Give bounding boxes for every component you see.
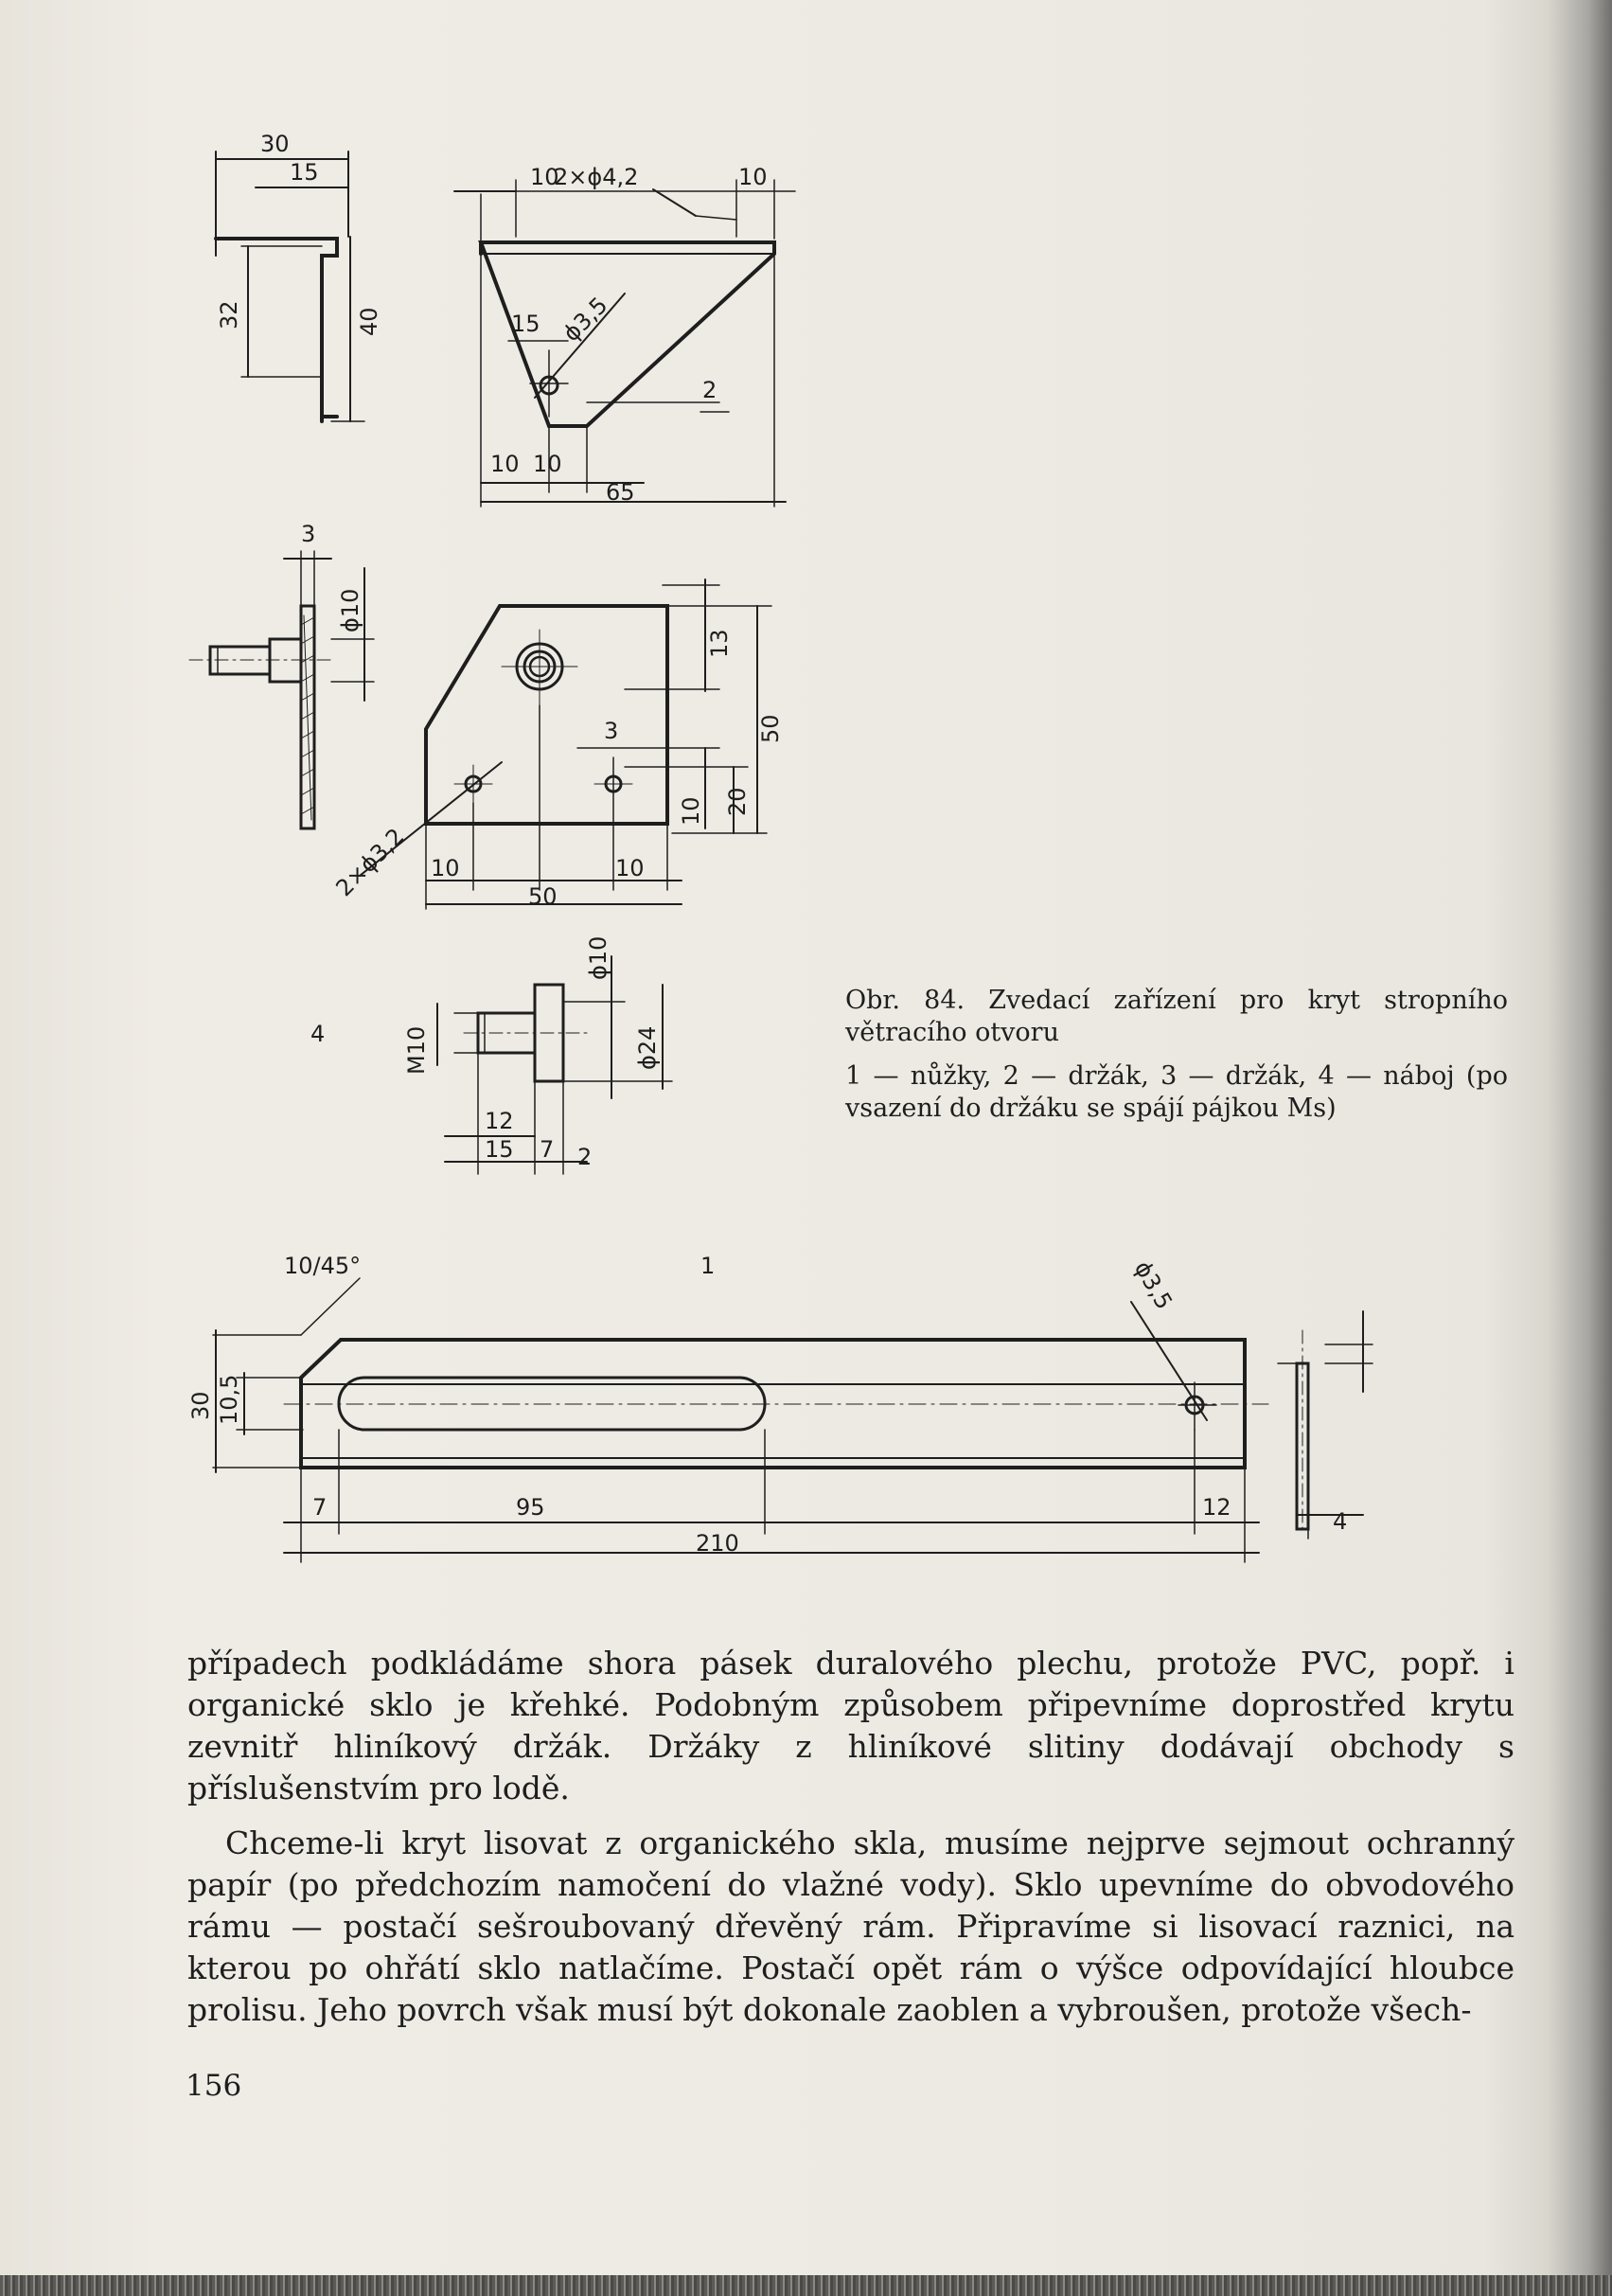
- paragraph-2: Chceme-li kryt lisovat z organického skla, musíme nejprve sejmout ochranný papír (po předchozím namočení do vlažné vody). Sklo upevníme do obvodového rámu — postačí sešroubovaný dřevěný rám. Připravíme si lisovací raznici, na kterou po ohřátí sklo natlačíme. Postačí opět rám o výšce odpovídající hloubce prolisu. Jeho povrch však musí být dokonale zaoblen a vybroušen, protože všech-: [187, 1824, 1515, 2028]
- dim-d4: 4: [1333, 1508, 1348, 1535]
- dim-hole-1: ϕ3,5: [1128, 1256, 1178, 1314]
- dim-l7: 7: [540, 1136, 555, 1163]
- dim-h40: 40: [356, 307, 382, 336]
- part4-hub: [310, 936, 672, 1174]
- dim-holes-2: 2×ϕ4,2: [554, 164, 639, 190]
- dim-d35: ϕ3,5: [558, 292, 613, 347]
- dim-h30-1: 30: [187, 1391, 214, 1420]
- dim-d24: ϕ24: [634, 1025, 661, 1070]
- page-bottom-edge: [0, 2275, 1612, 2296]
- dim-w15: 15: [290, 159, 319, 186]
- part3-front-view: [330, 579, 784, 910]
- body-text: [187, 1643, 1515, 2031]
- dim-t10b: 10: [738, 164, 768, 190]
- dim-t3: 3: [301, 521, 316, 547]
- dim-d210: 210: [696, 1530, 739, 1557]
- dim-l12: 12: [485, 1108, 514, 1134]
- dim-w30: 30: [260, 131, 290, 157]
- dim-h10-5: 10,5: [216, 1374, 242, 1425]
- dim-d10-3: ϕ10: [337, 588, 363, 632]
- dim-w65: 65: [606, 479, 635, 506]
- dim-b10b: 10: [533, 451, 562, 477]
- dim-b10a-3: 10: [431, 855, 460, 881]
- dim-d95: 95: [516, 1494, 545, 1521]
- dim-h50: 50: [757, 714, 784, 743]
- part1-arm: [187, 1253, 1373, 1562]
- dim-d15: 15: [511, 311, 540, 337]
- dim-chamfer: 10/45°: [284, 1253, 362, 1279]
- part3-side-view: [189, 521, 374, 828]
- dim-h10-3: 10: [678, 796, 704, 826]
- part4-label: 4: [310, 1021, 326, 1047]
- dim-d10-4: ϕ10: [585, 935, 611, 980]
- dim-l2: 2: [577, 1144, 593, 1170]
- caption-body: 1 — nůžky, 2 — držák, 3 — držák, 4 — náboj (po vsazení do držáku se spájí pájkou Ms): [845, 1061, 1508, 1123]
- part2-side-view: [216, 131, 382, 421]
- dim-b10b-3: 10: [615, 855, 645, 881]
- dim-d7: 7: [312, 1494, 328, 1521]
- dim-h13: 13: [706, 629, 733, 658]
- part2-front-view: [454, 164, 795, 507]
- page-number: 156: [186, 2069, 242, 2103]
- dim-t10a: 10: [530, 164, 559, 190]
- dim-m10: M10: [403, 1025, 430, 1075]
- dim-b10a: 10: [490, 451, 520, 477]
- part1-label: 1: [700, 1253, 716, 1279]
- paragraph-1: případech podkládáme shora pásek duralového plechu, protože PVC, popř. i organické sklo je křehké. Podobným způsobem připevníme doprostřed krytu zevnitř hliníkový držák. Držáky z hliníkové slitiny dodávají obchody s příslušenstvím pro lodě.: [187, 1645, 1515, 1807]
- part2-label: 2: [702, 377, 717, 403]
- dim-h20: 20: [724, 787, 751, 816]
- part3-label: 3: [604, 718, 619, 744]
- dim-h32: 32: [216, 300, 242, 329]
- caption-title: Obr. 84. Zvedací zařízení pro kryt stropního větracího otvoru: [845, 986, 1508, 1047]
- dim-holes-3: 2×ϕ3,2: [330, 823, 410, 902]
- dim-w50-3: 50: [528, 883, 558, 910]
- dim-d12: 12: [1202, 1494, 1231, 1521]
- figure-caption: [845, 985, 1508, 1125]
- dim-l15: 15: [485, 1136, 514, 1163]
